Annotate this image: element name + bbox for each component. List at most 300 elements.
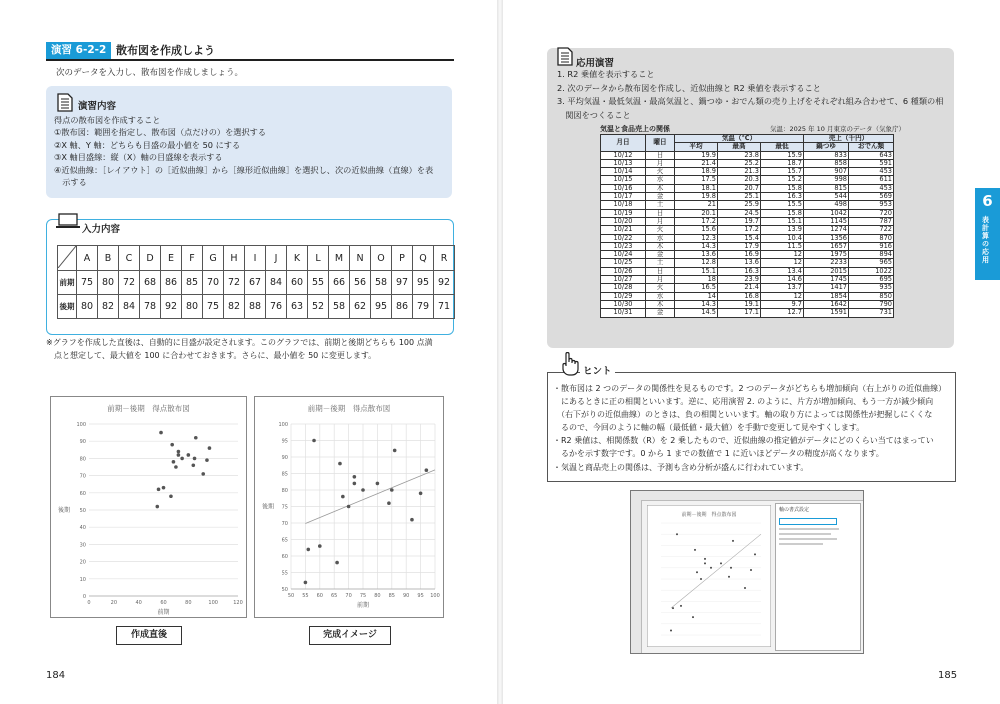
data-point [170, 443, 174, 447]
sales-cell: 13.7 [761, 284, 804, 292]
sales-cell: 10.4 [761, 234, 804, 242]
header-min: 最低 [761, 143, 804, 151]
y-axis-label: 後期 [58, 507, 71, 514]
sales-cell: 14.3 [675, 300, 718, 308]
excel-screenshot [630, 490, 864, 654]
sales-cell: 1591 [804, 309, 849, 317]
sales-cell: 10/22 [601, 234, 646, 242]
sales-cell: 965 [849, 259, 894, 267]
sales-cell: 19.7 [718, 217, 761, 225]
mini-data-point [676, 533, 678, 535]
mini-data-point [696, 571, 698, 573]
hint-line: るかを示す数字です。0 から 1 までの数値で 1 に近いほどデータの精度が高くなります。 [553, 449, 884, 459]
x-axis-label: 前期 [157, 609, 170, 616]
header-max: 最高 [718, 143, 761, 151]
sales-cell: 10/30 [601, 300, 646, 308]
exercise-intro: 次のデータを入力し、散布図を作成しましょう。 [56, 68, 244, 78]
col-header: D [140, 246, 161, 271]
pointing-hand-icon [560, 352, 580, 376]
data-point [155, 505, 159, 509]
sales-cell: 23.9 [718, 276, 761, 284]
trend-line [305, 470, 435, 524]
hint-line: ・R2 乗値は、相関係数（R）を 2 乗したもので、近似曲線の推定値がデータにどのくらい当てはまってい [553, 436, 934, 446]
sales-cell: 935 [849, 284, 894, 292]
sales-cell: 10/29 [601, 292, 646, 300]
sales-cell: 水 [646, 234, 675, 242]
score-table [57, 245, 455, 319]
input-title: 入力内容 [82, 224, 121, 235]
sales-cell: 金 [646, 309, 675, 317]
x-axis-label: 前期 [356, 602, 370, 609]
sales-cell: 金 [646, 251, 675, 259]
sales-cell: 木 [646, 184, 675, 192]
sales-cell: 13.6 [718, 259, 761, 267]
exercise-title: 散布図を作成しよう [116, 44, 215, 57]
y-tick-label: 55 [281, 570, 288, 577]
y-tick-label: 100 [76, 422, 86, 428]
sales-cell: 13.6 [675, 251, 718, 259]
row-header-bar [631, 500, 642, 653]
sales-cell: 1657 [804, 242, 849, 250]
sales-cell: 10/31 [601, 309, 646, 317]
sales-table [600, 134, 894, 318]
mini-data-point [700, 578, 702, 580]
hint-line: るので、今回のように軸の幅（最低値・最大値）を手動で変更して見やすくします。 [553, 423, 865, 433]
y-tick-label: 95 [281, 438, 288, 445]
sales-table-subtitle: 気温：2025 年 10 月東京のデータ（気象庁） [770, 125, 906, 133]
sales-cell: 1274 [804, 226, 849, 234]
col-header: R [434, 246, 455, 271]
sales-cell: 10/17 [601, 193, 646, 201]
y-tick-label: 60 [281, 554, 288, 560]
mini-data-point [732, 540, 734, 542]
sales-cell: 815 [804, 184, 849, 192]
x-tick-label: 80 [185, 600, 192, 606]
y-tick-label: 50 [79, 508, 86, 514]
header-avg: 平均 [675, 143, 718, 151]
score-cell: 63 [287, 295, 308, 319]
score-cell: 95 [371, 295, 392, 319]
data-point [353, 475, 357, 479]
sales-cell: 21.3 [718, 168, 761, 176]
sales-cell: 10/21 [601, 226, 646, 234]
sales-cell: 15.7 [761, 168, 804, 176]
document-icon [56, 92, 74, 112]
sales-cell: 498 [804, 201, 849, 209]
task-line: ④近似曲線：［レイアウト］の［近似曲線］から［線形近似曲線］を選択し、次の近似曲線（直線）を表 [54, 164, 434, 175]
mini-data-point [720, 562, 722, 564]
x-tick-label: 100 [430, 593, 440, 599]
sales-cell: 1854 [804, 292, 849, 300]
sales-cell: 25.9 [718, 201, 761, 209]
x-tick-label: 100 [208, 600, 218, 606]
col-header: J [266, 246, 287, 271]
x-tick-label: 80 [374, 593, 381, 599]
header-sales: 売上（千円） [804, 135, 894, 143]
data-point [353, 482, 357, 486]
sales-cell: 15.9 [761, 151, 804, 159]
x-tick-label: 75 [359, 593, 367, 599]
sales-cell: 1417 [804, 284, 849, 292]
col-header: N [350, 246, 371, 271]
data-point [177, 450, 181, 454]
score-cell: 95 [413, 271, 434, 295]
data-point [304, 581, 308, 585]
y-tick-label: 65 [281, 537, 288, 544]
data-point [361, 488, 365, 492]
caption-final: 完成イメージ [309, 626, 391, 645]
sales-cell: 金 [646, 193, 675, 201]
hint-line: ・散布図は 2 つのデータの関係性を見るものです。2 つのデータがどちらも増加傾向（右上がりの近似曲線） [553, 384, 947, 393]
mini-data-point [710, 567, 712, 569]
data-point [187, 453, 191, 457]
data-point [347, 505, 351, 509]
data-point [387, 501, 391, 505]
applied-line: 1. R2 乗値を表示すること [557, 69, 655, 79]
sales-cell: 土 [646, 259, 675, 267]
y-tick-label: 30 [79, 542, 86, 549]
sales-cell: 858 [804, 159, 849, 167]
score-cell: 75 [77, 271, 98, 295]
note-line: ※グラフを作成した直後は、自動的に目盛が設定されます。このグラフでは、前期と後期どちらも 100 点満 [46, 338, 433, 347]
score-cell: 84 [266, 271, 287, 295]
score-cell: 66 [329, 271, 350, 295]
panel-row [779, 533, 831, 535]
mini-data-point [680, 605, 682, 607]
score-cell: 76 [266, 295, 287, 319]
score-cell: 78 [140, 295, 161, 319]
scatter-chart-initial [50, 396, 247, 618]
col-header: C [119, 246, 140, 271]
sales-cell: 11.5 [761, 242, 804, 250]
sales-cell: 17.1 [718, 309, 761, 317]
exercise-number: 演習 6-2-2 [46, 42, 111, 59]
sales-cell: 643 [849, 151, 894, 159]
sales-cell: 790 [849, 300, 894, 308]
sales-cell: 10/28 [601, 284, 646, 292]
col-header: B [98, 246, 119, 271]
sales-cell: 15.2 [761, 176, 804, 184]
sales-cell: 15.4 [718, 234, 761, 242]
column-header-bar [631, 491, 863, 501]
col-header: P [392, 246, 413, 271]
sales-cell: 10/14 [601, 168, 646, 176]
sales-cell: 10/24 [601, 251, 646, 259]
chapter-label: 表計算の応用 [982, 216, 989, 264]
sales-cell: 10/19 [601, 209, 646, 217]
col-header: I [245, 246, 266, 271]
x-tick-label: 95 [417, 593, 424, 599]
chapter-number: 6 [982, 192, 993, 210]
page-number-left: 184 [46, 670, 66, 681]
score-cell: 75 [203, 295, 224, 319]
corner-cell [58, 246, 77, 271]
applied-title: 応用演習 [576, 58, 615, 69]
task-line: ③X 軸目盛線：縦（X）軸の目盛線を表示する [54, 152, 223, 163]
sales-cell: 17.2 [718, 226, 761, 234]
sales-cell: 591 [849, 159, 894, 167]
sales-cell: 16.9 [718, 251, 761, 259]
sales-cell: 850 [849, 292, 894, 300]
sales-cell: 15.1 [675, 267, 718, 275]
sales-cell: 16.3 [718, 267, 761, 275]
sales-cell: 12.3 [675, 234, 718, 242]
sales-cell: 20.7 [718, 184, 761, 192]
data-point [194, 436, 198, 440]
score-cell: 80 [98, 271, 119, 295]
sales-cell: 14.6 [761, 276, 804, 284]
sales-cell: 10/25 [601, 259, 646, 267]
sales-cell: 17.5 [675, 176, 718, 184]
sales-cell: 13.9 [761, 226, 804, 234]
score-cell: 72 [119, 271, 140, 295]
sales-cell: 18.1 [675, 184, 718, 192]
data-point [172, 460, 176, 464]
hint-title: ヒント [580, 363, 615, 377]
score-cell: 92 [434, 271, 455, 295]
mini-data-point [672, 607, 674, 609]
score-cell: 67 [245, 271, 266, 295]
sales-cell: 453 [849, 168, 894, 176]
mini-data-point [670, 630, 672, 632]
sales-cell: 14.3 [675, 242, 718, 250]
sales-cell: 10/13 [601, 159, 646, 167]
x-tick-label: 60 [160, 600, 167, 606]
score-cell: 97 [392, 271, 413, 295]
y-tick-label: 100 [278, 422, 288, 428]
data-point [318, 544, 322, 548]
sales-row [601, 309, 894, 317]
sales-cell: 1022 [849, 267, 894, 275]
sales-cell: 19.1 [718, 300, 761, 308]
x-tick-label: 60 [316, 593, 323, 599]
document-icon [556, 46, 574, 66]
col-header: F [182, 246, 203, 271]
score-cell: 68 [140, 271, 161, 295]
sales-cell: 月 [646, 217, 675, 225]
header-nabe: 鍋つゆ [804, 143, 849, 151]
mini-data-point [704, 562, 706, 564]
sales-cell: 日 [646, 267, 675, 275]
header-temp: 気温（℃） [675, 135, 804, 143]
data-point [338, 462, 342, 466]
header-oden: おでん類 [849, 143, 894, 151]
score-cell: 86 [392, 295, 413, 319]
score-cell: 71 [434, 295, 455, 319]
sales-cell: 1356 [804, 234, 849, 242]
sales-cell: 17.2 [675, 217, 718, 225]
y-tick-label: 90 [79, 439, 86, 446]
caption-initial: 作成直後 [116, 626, 182, 645]
data-point [312, 439, 316, 443]
data-point [162, 486, 166, 490]
mini-data-point [694, 549, 696, 551]
y-tick-label: 80 [79, 456, 86, 463]
sales-cell: 10/20 [601, 217, 646, 225]
sales-cell: 火 [646, 284, 675, 292]
task-line: ②X 軸、Y 軸：どちらも目盛の最小値を 50 にする [54, 139, 241, 150]
data-point [159, 431, 163, 435]
sales-table-title: 気温と食品売上の関係 [600, 125, 670, 133]
sales-cell: 21.4 [718, 284, 761, 292]
sales-cell: 20.1 [675, 209, 718, 217]
sales-cell: 16.5 [675, 284, 718, 292]
sales-cell: 月 [646, 159, 675, 167]
header-date: 月日 [601, 135, 646, 152]
sales-cell: 日 [646, 151, 675, 159]
book-spine [497, 0, 503, 704]
x-tick-label: 55 [302, 593, 309, 599]
score-cell: 84 [119, 295, 140, 319]
sales-cell: 870 [849, 234, 894, 242]
col-header: E [161, 246, 182, 271]
data-point [169, 494, 173, 498]
chart-note [46, 336, 456, 362]
mini-chart-title: 前期－後期 得点散布図 [681, 512, 737, 518]
sales-cell: 2233 [804, 259, 849, 267]
sales-cell: 15.8 [761, 184, 804, 192]
page-number-right: 185 [938, 670, 958, 681]
data-point [208, 446, 212, 450]
sales-row [601, 226, 894, 234]
sales-cell: 720 [849, 209, 894, 217]
sales-cell: 2015 [804, 267, 849, 275]
chapter-side-tab [975, 188, 1000, 280]
sales-cell: 土 [646, 201, 675, 209]
mini-data-point [744, 587, 746, 589]
sales-cell: 17.9 [718, 242, 761, 250]
y-tick-label: 80 [281, 488, 288, 494]
mini-data-point [754, 553, 756, 555]
col-header: O [371, 246, 392, 271]
sales-cell: 15.6 [675, 226, 718, 234]
sales-cell: 水 [646, 292, 675, 300]
y-tick-label: 40 [79, 525, 86, 532]
y-tick-label: 20 [79, 559, 86, 566]
sales-cell: 1145 [804, 217, 849, 225]
sales-cell: 15.1 [761, 217, 804, 225]
applied-line: 2. 次のデータから散布図を作成し、近似曲線と R2 乗値を表示すること [557, 82, 821, 93]
score-cell: 70 [203, 271, 224, 295]
data-point [393, 449, 397, 453]
data-point [425, 468, 429, 472]
data-point [157, 488, 161, 492]
sales-cell: 10/26 [601, 267, 646, 275]
chart-title: 前期－後期 得点散布図 [107, 404, 190, 413]
score-cell: 72 [224, 271, 245, 295]
sales-cell: 15.8 [761, 209, 804, 217]
col-header: Q [413, 246, 434, 271]
sales-cell: 10/12 [601, 151, 646, 159]
data-point [335, 561, 339, 565]
scatter-chart-final [254, 396, 444, 618]
y-tick-label: 70 [79, 473, 86, 480]
sales-cell: 916 [849, 242, 894, 250]
sales-cell: 569 [849, 193, 894, 201]
panel-row [779, 528, 839, 530]
score-cell: 58 [329, 295, 350, 319]
x-tick-label: 70 [345, 593, 352, 599]
sales-cell: 19.8 [675, 193, 718, 201]
score-cell: 60 [287, 271, 308, 295]
score-cell: 79 [413, 295, 434, 319]
sales-cell: 火 [646, 226, 675, 234]
data-point [419, 492, 423, 496]
sales-cell: 13.4 [761, 267, 804, 275]
row-label-first: 前期 [58, 271, 77, 295]
panel-row [779, 538, 837, 540]
hint-line: ・気温と商品売上の関係は、予測も含め分析が盛んに行われています。 [553, 462, 809, 472]
data-point [306, 548, 310, 552]
sales-cell: 10/27 [601, 276, 646, 284]
col-header: M [329, 246, 350, 271]
sales-cell: 998 [804, 176, 849, 184]
sales-cell: 12 [761, 251, 804, 259]
hint-lines [553, 382, 951, 474]
data-point [205, 458, 209, 462]
sales-cell: 10/15 [601, 176, 646, 184]
y-tick-label: 10 [79, 576, 86, 583]
col-header: L [308, 246, 329, 271]
sales-cell: 24.5 [718, 209, 761, 217]
task-line: 示する [54, 177, 87, 188]
sales-cell: 25.1 [718, 193, 761, 201]
x-tick-label: 50 [287, 593, 295, 599]
sales-cell: 15.5 [761, 201, 804, 209]
score-cell: 85 [182, 271, 203, 295]
task-title: 演習内容 [78, 101, 117, 112]
data-point [410, 518, 414, 522]
sales-cell: 10/23 [601, 242, 646, 250]
score-cell: 55 [308, 271, 329, 295]
axis-min-input[interactable] [779, 518, 837, 525]
sales-cell: 21 [675, 201, 718, 209]
sales-cell: 1642 [804, 300, 849, 308]
hint-line: にあるときに正の相関といいます。逆に、応用演習 2. のように、片方が増加傾向、もう一方が減少傾向 [553, 397, 934, 407]
score-cell: 52 [308, 295, 329, 319]
y-tick-label: 90 [281, 455, 288, 461]
sales-cell: 火 [646, 168, 675, 176]
sales-cell: 月 [646, 276, 675, 284]
sales-cell: 20.3 [718, 176, 761, 184]
score-cell: 82 [224, 295, 245, 319]
sales-cell: 1042 [804, 209, 849, 217]
header-weekday: 曜日 [646, 135, 675, 152]
data-point [376, 482, 380, 486]
sales-cell: 木 [646, 300, 675, 308]
chart-title: 前期－後期 得点散布図 [307, 404, 391, 413]
data-point [201, 472, 205, 476]
score-cell: 88 [245, 295, 266, 319]
mini-data-point [730, 567, 732, 569]
sales-cell: 453 [849, 184, 894, 192]
note-line: 点と想定して、最大値を 100 に合わせておきます。さらに、最小値を 50 に変更します。 [46, 351, 377, 360]
task-line: 得点の散布図を作成すること [54, 115, 161, 125]
sales-cell: 833 [804, 151, 849, 159]
format-axis-panel-title: 軸の書式設定 [779, 507, 810, 513]
sales-row [601, 284, 894, 292]
applied-line: 3. 平均気温・最低気温・最高気温と、鍋つゆ・おでん類の売り上げをそれぞれ組み合わせて、6 種類の相 [557, 96, 944, 106]
sales-cell: 9.7 [761, 300, 804, 308]
y-tick-label: 50 [281, 587, 288, 593]
sales-cell: 12.7 [761, 309, 804, 317]
data-point [193, 457, 197, 461]
sales-cell: 16.8 [718, 292, 761, 300]
x-tick-label: 120 [233, 600, 243, 606]
sales-cell: 12.8 [675, 259, 718, 267]
sales-row [601, 201, 894, 209]
data-point [180, 457, 184, 461]
